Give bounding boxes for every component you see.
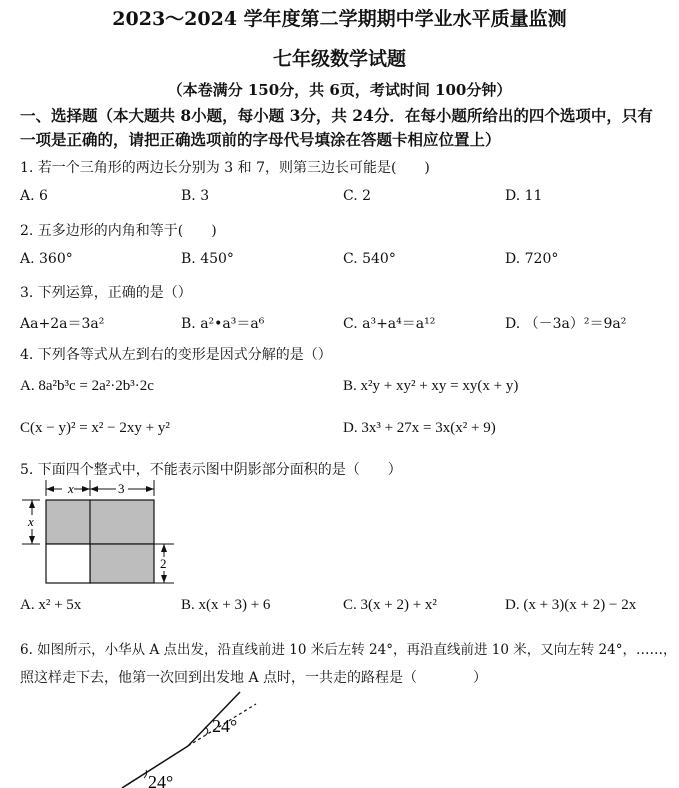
question-3-option-c: C. a³+a⁴＝a¹² [343,316,436,332]
angle-label-bottom: 24° [148,772,174,788]
question-3-option-d: D. （－3a）²＝9a² [505,316,627,332]
question-6-line2: 照这样走下去，他第一次回到出发地 A 点时，一共走的路程是（ ） [20,670,488,686]
question-2-option-d: D. 720° [505,251,559,267]
section-heading-line2: 一项是正确的，请把正确选项前的字母代号填涂在答题卡相应位置上） [20,130,501,149]
question-2-option-a: A. 360° [20,251,73,267]
question-2-stem: 2. 五多边形的内角和等于( ) [20,223,217,239]
label-top-3: 3 [118,481,125,496]
question-4-stem: 4. 下列各等式从左到右的变形是因式分解的是（） [20,347,332,363]
question-4-option-b: B. x²y + xy² + xy = xy(x + y) [343,378,519,394]
question-1-stem: 1. 若一个三角形的两边长分别为 3 和 7，则第三边长可能是( ) [20,160,430,176]
label-right-2: 2 [160,556,167,571]
angle-label-top: 24° [212,716,238,736]
shaded-top-region [46,500,154,544]
label-top-x: x [68,481,74,496]
question-3-option-b: B. a²•a³＝a⁶ [181,316,265,332]
question-5-option-d: D. (x + 3)(x + 2) − 2x [505,597,637,613]
question-3-stem: 3. 下列运算，正确的是（） [20,285,192,301]
question-5-option-b: B. x(x + 3) + 6 [181,597,271,613]
question-1-option-b: B. 3 [181,188,210,204]
question-4-option-d: D. 3x³ + 27x = 3x(x² + 9) [343,420,496,436]
question-2-option-c: C. 540° [343,251,396,267]
question-1-option-d: D. 11 [505,188,543,204]
question-6-line1: 6. 如图所示，小华从 A 点出发，沿直线前进 10 米后左转 24°，再沿直线前进 10 米，又向左转 24°，……， [20,642,677,658]
exam-title: 2023～2024 学年度第二学期期中学业水平质量监测 [112,8,567,30]
question-3-option-a: Aa+2a＝3a² [20,316,105,332]
question-5-stem: 5. 下面四个整式中，不能表示图中阴影部分面积的是（ ） [20,462,402,478]
question-4-option-c: C(x − y)² = x² − 2xy + y² [20,420,170,436]
question-5-option-a: A. x² + 5x [20,597,82,613]
question-5-option-c: C. 3(x + 2) + x² [343,597,437,613]
area-figure [18,480,188,590]
section-heading-line1: 一、选择题（本大题共 8小题，每小题 3分，共 24分．在每小题所给出的四个选项中，只有 [20,106,653,125]
question-2-option-b: B. 450° [181,251,234,267]
question-1-option-c: C. 2 [343,188,372,204]
exam-note: （本卷满分 150分，共 6页，考试时间 100分钟） [167,81,512,99]
question-1-option-a: A. 6 [20,188,48,204]
label-left-x: x [28,514,34,529]
question-4-option-a: A. 8a²b³c = 2a²·2b³·2c [20,378,154,394]
walk-path-figure [110,688,280,788]
white-region [46,544,90,583]
exam-subtitle: 七年级数学试题 [272,48,406,70]
shaded-bottom-region [90,544,154,583]
